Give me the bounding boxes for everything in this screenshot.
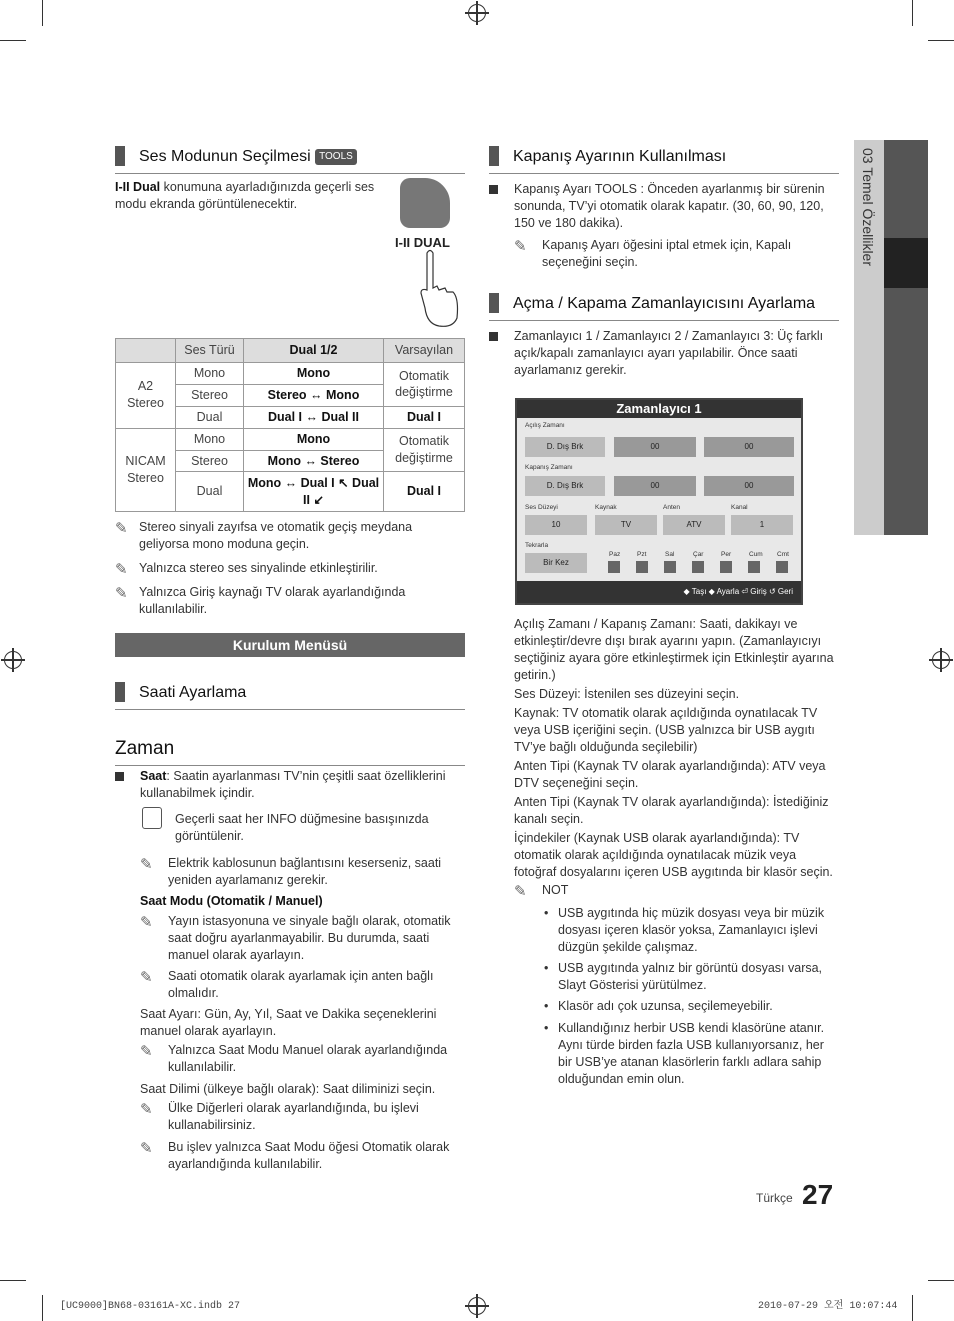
registration-mark-top: [468, 4, 486, 22]
dual-osd-illustration: I-II DUAL: [395, 178, 465, 328]
footer-language: Türkçe: [756, 1191, 793, 1205]
info-text: Geçerli saat her INFO düğmesine basışınızda görüntülenir.: [175, 812, 429, 843]
not-label: ✎ NOT: [514, 882, 614, 899]
hand-pointer-icon: [415, 248, 465, 328]
note-icon: ✎: [140, 856, 153, 873]
kapanis-heading: Kapanış Ayarının Kullanılması: [489, 146, 839, 174]
saat-ayari-text: Saat Ayarı: Gün, Ay, Yıl, Saat ve Dakika seçeneklerini manuel olarak ayarlayın.: [140, 1007, 437, 1038]
note-icon: ✎: [115, 520, 128, 537]
note-icon: ✎: [140, 1101, 153, 1118]
saat-modu-label: Saat Modu (Otomatik / Manuel): [140, 894, 323, 908]
footer-date: 2010-07-29 오전 10:07:44: [758, 1301, 898, 1312]
note-icon: ✎: [140, 1140, 153, 1157]
kurulum-menu-bar: Kurulum Menüsü: [115, 633, 465, 657]
note-icon: ✎: [115, 561, 128, 578]
note: ✎ Kapanış Ayarı öğesini iptal etmek için, Kapalı seçeneğini seçin.: [514, 238, 792, 269]
registration-mark-bottom: [468, 1297, 486, 1315]
saati-heading: Saati Ayarlama: [115, 682, 465, 710]
note: ✎ Stereo sinyali zayıfsa ve otomatik geçiş meydana geliyorsa mono moduna geçin.: [115, 520, 413, 551]
note: ✎ Yalnızca Saat Modu Manuel olarak ayarlandığında kullanılabilir.: [140, 1043, 448, 1074]
saat-dilimi-text: Saat Dilimi (ülkeye bağlı olarak): Saat diliminizi seçin.: [140, 1082, 436, 1096]
note-icon: ✎: [140, 914, 153, 931]
osd-title: Zamanlayıcı 1: [517, 400, 801, 418]
acma-text: Zamanlayıcı 1 / Zamanlayıcı 2 / Zamanlayıcı 3: Üç farklı açık/kapalı zamanlayıcı ayarı yapılabilir. Önce saati ayarlamanız gerekir.: [514, 329, 824, 377]
saat-text: Saat: Saatin ayarlanması TV’nin çeşitli saat özelliklerini kullanabilmek içindir.: [140, 769, 446, 800]
acma-heading: Açma / Kapama Zamanlayıcısını Ayarlama: [489, 293, 839, 321]
note-icon: ✎: [514, 883, 527, 900]
paragraph: İçindekiler (Kaynak USB olarak ayarlandığında): TV otomatik olarak açıldığında oynatılacak müzik veya fotoğraf dosyalarını içeren USB aygıtında bir klasör seçin.: [514, 831, 833, 879]
list-item: • USB aygıtında yalnız bir görüntü dosyası varsa, Slayt Gösterisi yürütülmez.: [544, 960, 839, 994]
note: ✎ Yalnızca stereo ses sinyalinde etkinleştirilir.: [115, 560, 465, 577]
paragraph: Ses Düzeyi: İstenilen ses düzeyini seçin.: [514, 687, 740, 701]
note: ✎ Elektrik kablosunun bağlantısını keserseniz, saati yeniden ayarlamanız gerekir.: [140, 856, 442, 887]
note: ✎ Ülke Diğerleri olarak ayarlandığında, bu işlevi kullanabilirsiniz.: [140, 1101, 419, 1132]
note: ✎ Yayın istasyonuna ve sinyale bağlı olarak, otomatik saat doğru ayarlanmayabilir. Bu durumda, saati manuel olarak ayarlayın.: [140, 914, 451, 962]
list-item: • USB aygıtında hiç müzik dosyası veya bir müzik dosyası içeren klasör yoksa, Zamanlayıcı işlevi düzgün şekilde çalışmaz.: [544, 905, 839, 956]
osd-nav-hints: ◆ Taşı ◆ Ayarla ⏎ Giriş ↺ Geri: [517, 581, 801, 603]
registration-mark-right: [932, 651, 950, 669]
note-icon: ✎: [140, 969, 153, 986]
speaker-icon: [400, 178, 450, 228]
timer-osd-screenshot: Zamanlayıcı 1 Açılış Zamanı D. Dış Brk 00 00 Kapanış Zamanı D. Dış Brk 00 00 Ses Düzeyi Kaynak Anten Kanal 10 TV ATV 1 Tekrarla Bir Kez Paz Pzt Sal Çar Per Cum Cmt ◆ Taşı ◆ Ayarla ⏎ Giriş ↺ Geri: [515, 398, 803, 605]
note: ✎ Saati otomatik olarak ayarlamak için anten bağlı olmalıdır.: [140, 969, 434, 1000]
page-number: 27: [802, 1179, 834, 1210]
note-icon: ✎: [115, 585, 128, 602]
note: ✎ Yalnızca Giriş kaynağı TV olarak ayarlandığında kullanılabilir.: [115, 585, 406, 616]
chapter-label: 03 Temel Özellikler: [859, 148, 876, 267]
ses-description: I-II Dual konumuna ayarladığınızda geçerli ses modu ekranda görüntülenecektir.: [115, 180, 375, 211]
ses-section-heading: Ses Modunun Seçilmesi TOOLS: [115, 146, 465, 174]
kapanis-text: Kapanış Ayarı TOOLS : Önceden ayarlanmış bir sürenin sonunda, TV’yi otomatik olarak kapatır. (30, 60, 90, 120, 150 ve 180 dakika).: [514, 182, 825, 230]
paragraph: Kaynak: TV otomatik olarak açıldığında oynatılacak TV veya USB içeriğini seçin. (USB yalnızca bir USB aygıtı TV’ye bağlı olduğunda seçilebilir): [514, 706, 818, 754]
list-item: • Kullandığınız herbir USB kendi klasörüne atanır. Aynı türde birden fazla USB kullanıyorsanız, her bir USB’ye atanan klasörlerin farklı adlara sahip olduğundan emin olun.: [544, 1020, 839, 1088]
note: ✎ Bu işlev yalnızca Saat Modu öğesi Otomatik olarak ayarlandığında kullanılabilir.: [140, 1140, 450, 1171]
sound-mode-table: Ses Türü Dual 1/2 Varsayılan A2 Stereo Mono Mono Otomatik değiştirme Stereo Stereo ↔ Mono Dual Dual I ↔ Dual II Dual I NICAM Stereo Mono Mono Otomatik değiştirme Stereo Mono ↔ Stereo Dual Mono ↔ Dual I ↖ Dual II ↙ Dual I: [115, 338, 465, 512]
note-icon: ✎: [140, 1043, 153, 1060]
paragraph: Açılış Zamanı / Kapanış Zamanı: Saati, dakikayı ve etkinleştir/devre dışı bırak ayarını yapın. (Zamanlayıcıyı seçtiğiniz ayara göre etkinleştirmek için Etkinleştir ayarına getirin.): [514, 617, 834, 682]
info-remote-icon: [142, 807, 162, 829]
paragraph: Anten Tipi (Kaynak TV olarak ayarlandığında): ATV veya DTV seçeneğini seçin.: [514, 759, 826, 790]
paragraph: Anten Tipi (Kaynak TV olarak ayarlandığında): İstediğiniz kanalı seçin.: [514, 795, 829, 826]
tools-icon: TOOLS: [315, 149, 357, 165]
zaman-heading: Zaman: [115, 736, 465, 766]
registration-mark-left: [4, 651, 22, 669]
note-icon: ✎: [514, 238, 527, 255]
footer-file: [UC9000]BN68-03161A-XC.indb 27: [60, 1301, 241, 1312]
list-item: • Klasör adı çok uzunsa, seçilemeyebilir.: [544, 998, 839, 1015]
